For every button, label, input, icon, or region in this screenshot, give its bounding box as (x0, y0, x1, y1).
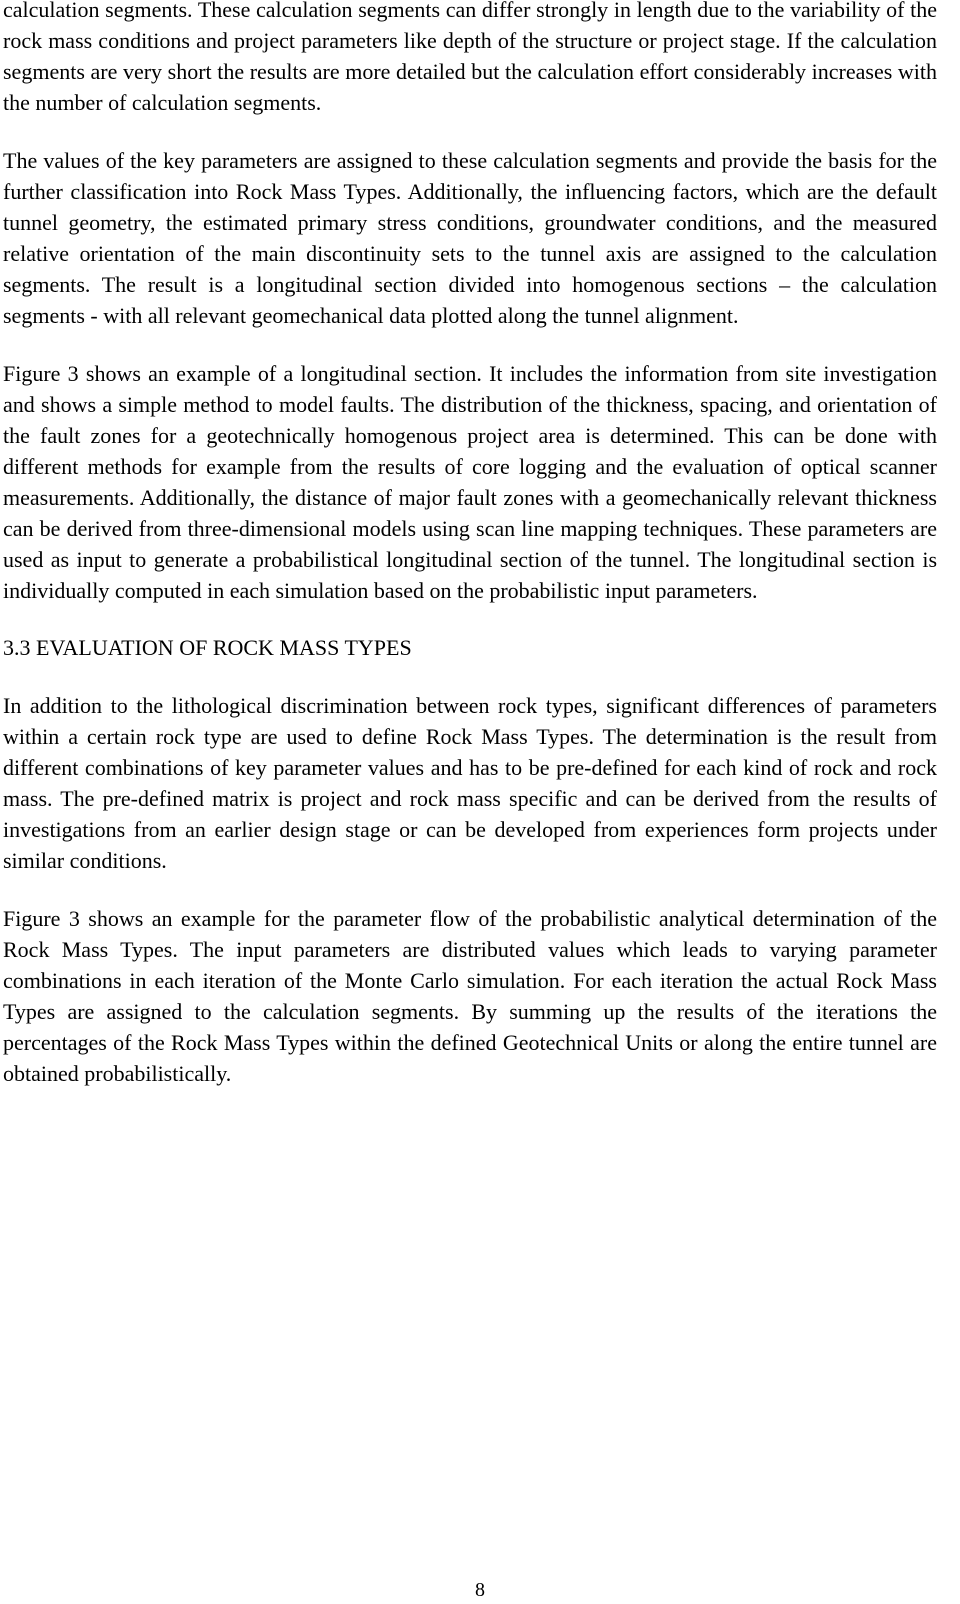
paragraph-calculation-segments: calculation segments. These calculation segments can differ strongly in length due to the variability of the rock mass conditions and project parameters like depth of the structure or project stage. If the calculation segments are very short the results are more detailed but the calculation effort considerably increases with the number of calculation segments. (3, 0, 937, 115)
document-page (3, 0, 937, 1089)
page-number: 8 (475, 1579, 485, 1601)
paragraph-longitudinal-section: Figure 3 shows an example of a longitudinal section. It includes the information from site investigation and shows a simple method to model faults. The distribution of the thickness, spacing, and orientation of the fault zones for a geotechnically homogenous project area is determined. This can be done with different methods for example from the results of core logging and the evaluation of optical scanner measurements. Additionally, the distance of major fault zones with a geomechanically relevant thickness can be derived from three-dimensional models using scan line mapping techniques. These parameters are used as input to generate a probabilistical longitudinal section of the tunnel. The longitudinal section is individually computed in each simulation based on the probabilistic input parameters. (3, 361, 937, 603)
paragraph-key-parameters: The values of the key parameters are assigned to these calculation segments and provide the basis for the further classification into Rock Mass Types. Additionally, the influencing factors, which are the default tunnel geometry, the estimated primary stress conditions, groundwater conditions, and the measured relative orientation of the main discontinuity sets to the tunnel axis are assigned to the calculation segments. The result is a longitudinal section divided into homogenous sections – the calculation segments - with all relevant geomechanical data plotted along the tunnel alignment. (3, 148, 937, 328)
section-heading: 3.3 EVALUATION OF ROCK MASS TYPES (3, 635, 412, 660)
paragraph-parameter-flow: Figure 3 shows an example for the parameter flow of the probabilistic analytical determination of the Rock Mass Types. The input parameters are distributed values which leads to varying parameter combinations in each iteration of the Monte Carlo simulation. For each iteration the actual Rock Mass Types are assigned to the calculation segments. By summing up the results of the iterations the percentages of the Rock Mass Types within the defined Geotechnical Units or along the entire tunnel are obtained probabilistically. (3, 906, 937, 1086)
paragraph-rock-mass-types: In addition to the lithological discrimination between rock types, significant differences of parameters within a certain rock type are used to define Rock Mass Types. The determination is the result from different combinations of key parameter values and has to be pre-defined for each kind of rock and rock mass. The pre-defined matrix is project and rock mass specific and can be derived from the results of investigations from an earlier design stage or can be developed from experiences form projects under similar conditions. (3, 693, 937, 873)
